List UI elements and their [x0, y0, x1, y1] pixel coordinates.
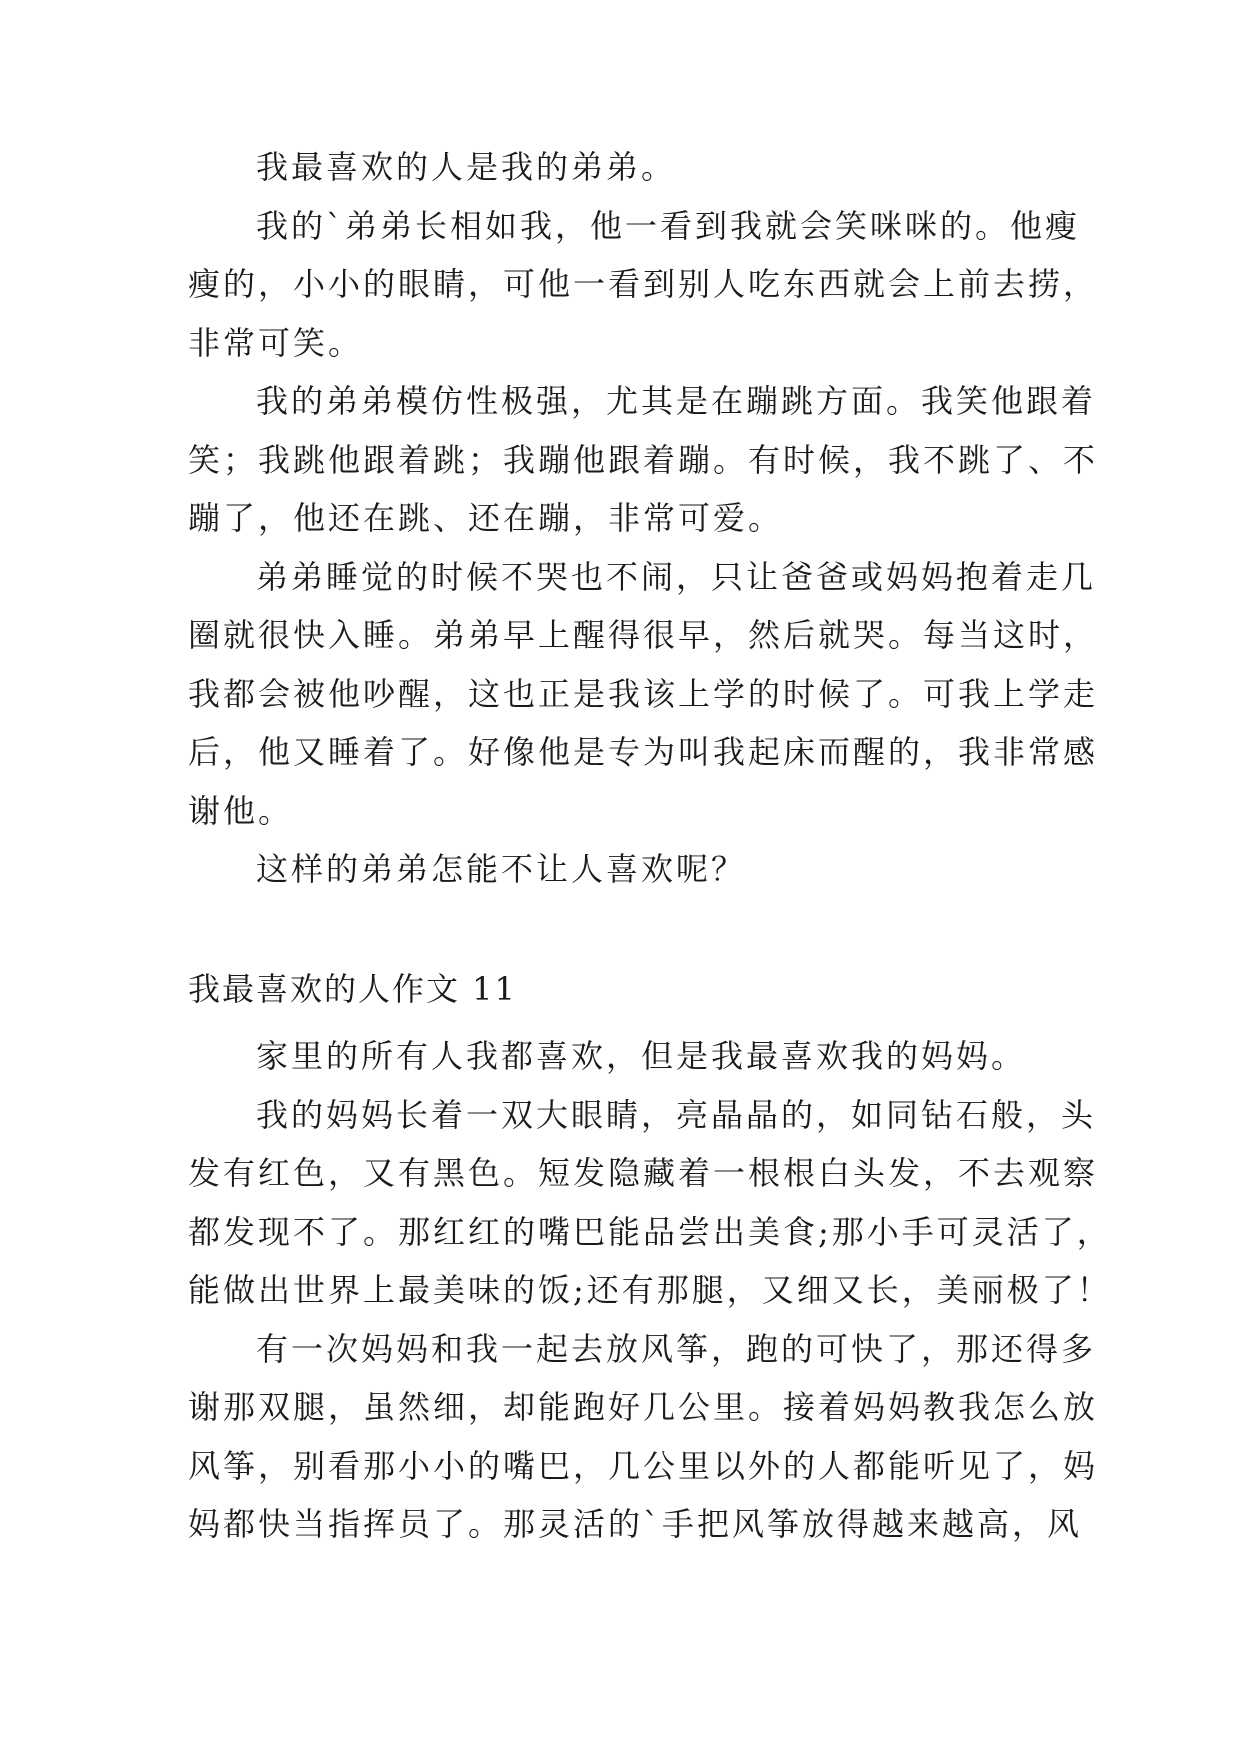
essay-a-paragraph-3 [188, 372, 1099, 548]
text-line: 后，他又睡着了。好像他是专为叫我起床而醒的，我非常感 [188, 733, 1099, 771]
text-line: 这样的弟弟怎能不让人喜欢呢？ [256, 850, 747, 888]
text-line: 我的妈妈长着一双大眼睛，亮晶晶的，如同钻石般，头 [256, 1095, 1097, 1134]
essay-b-paragraph-3 [188, 1320, 1099, 1554]
text-line: 风筝，别看那小小的嘴巴，几公里以外的人都能听见了，妈 [188, 1446, 1099, 1485]
essay-b-paragraph-2 [188, 1086, 1112, 1320]
essay-a-paragraph-1 [188, 138, 1058, 197]
text-line: 发有红色，又有黑色。短发隐藏着一根根白头发，不去观察 [188, 1154, 1099, 1192]
text-line: 谢他。 [188, 791, 294, 830]
text-line: 都发现不了。那红红的嘴巴能品尝出美食;那小手可灵活了， [188, 1212, 1112, 1251]
text-line: 有一次妈妈和我一起去放风筝，跑的可快了，那还得多 [256, 1329, 1097, 1368]
text-line: 我都会被他吵醒，这也正是我该上学的时候了。可我上学走 [188, 674, 1099, 713]
essay-a-paragraph-5 [188, 840, 1058, 899]
text-line: 谢那双腿，虽然细，却能跑好几公里。接着妈妈教我怎么放 [188, 1388, 1099, 1426]
text-line: 非常可笑。 [188, 323, 364, 362]
text-line: 蹦了，他还在跳、还在蹦，非常可爱。 [188, 499, 784, 537]
essay-a-body [188, 138, 1099, 899]
text-line: 我的弟弟模仿性极强，尤其是在蹦跳方面。我笑他跟着 [256, 382, 1097, 420]
essay-b-paragraph-1 [188, 1027, 1058, 1086]
essay-a-paragraph-4 [188, 548, 1099, 841]
text-line: 瘦的，小小的眼睛，可他一看到别人吃东西就会上前去捞， [188, 265, 1099, 303]
text-line: 我最喜欢的人是我的弟弟。 [256, 148, 677, 186]
text-line: 圈就很快入睡。弟弟早上醒得很早，然后就哭。每当这时， [188, 616, 1099, 654]
text-line: 我的`弟弟长相如我，他一看到我就会笑咪咪的。他瘦 [256, 206, 1081, 245]
essay-title: 我最喜欢的人作文 11 [188, 970, 517, 1008]
essay-b-body [188, 1027, 1112, 1554]
text-line: 笑；我跳他跟着跳；我蹦他跟着蹦。有时候，我不跳了、不 [188, 440, 1099, 479]
text-line: 弟弟睡觉的时候不哭也不闹，只让爸爸或妈妈抱着走几 [256, 557, 1097, 596]
text-line: 妈都快当指挥员了。那灵活的`手把风筝放得越来越高，风 [188, 1505, 1083, 1543]
essay-a-paragraph-2 [188, 197, 1099, 373]
text-line: 能做出世界上最美味的饭;还有那腿，又细又长，美丽极了！ [188, 1271, 1112, 1309]
text-line: 家里的所有人我都喜欢，但是我最喜欢我的妈妈。 [256, 1037, 1027, 1075]
